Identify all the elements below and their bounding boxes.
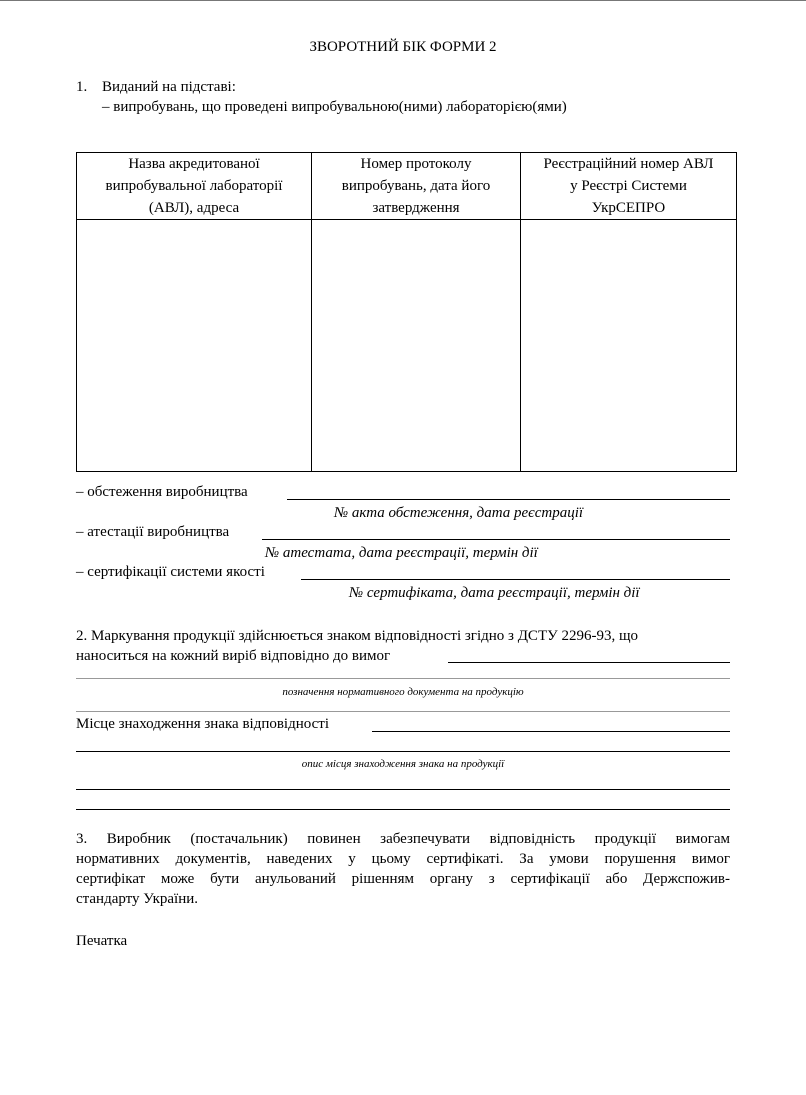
attestation-line[interactable] bbox=[262, 539, 730, 540]
quality-line[interactable] bbox=[301, 579, 730, 580]
survey-hint: № акта обстеження, дата реєстрації bbox=[334, 505, 584, 521]
top-border bbox=[0, 0, 806, 1]
section3-line4: стандарту України. bbox=[76, 891, 198, 907]
laboratories-table bbox=[76, 152, 737, 472]
location-label: Місце знаходження знака відповідності bbox=[76, 716, 330, 732]
section3-line3: сертифікат може бути анульований рішенням органу з сертифікації або Держспожив- bbox=[76, 871, 730, 887]
cell-lab-name[interactable] bbox=[77, 220, 312, 472]
section1-heading bbox=[76, 77, 236, 97]
quality-label: – сертифікації системи якості bbox=[76, 564, 265, 580]
cell-registration-number[interactable] bbox=[521, 220, 737, 472]
section2-line2: наноситься на кожний виріб відповідно до вимог bbox=[76, 648, 391, 664]
attestation-hint: № атестата, дата реєстрації, термін дії bbox=[265, 545, 538, 561]
survey-line[interactable] bbox=[287, 499, 730, 500]
normdoc-hint: позначення нормативного документа на продукцію bbox=[282, 686, 524, 698]
section3-line1: 3. Виробник (постачальник) повинен забезпечувати відповідність продукції вимогам bbox=[76, 831, 730, 847]
header-protocol-number: Номер протоколу випробувань, дата його затвердження bbox=[312, 153, 521, 220]
location-line-3[interactable] bbox=[76, 789, 730, 790]
section1-heading-text: Виданий на підставі: bbox=[102, 79, 236, 95]
section2-line1: 2. Маркування продукції здійснюється знаком відповідності згідно з ДСТУ 2296-93, що bbox=[76, 628, 639, 644]
cell-protocol-number[interactable] bbox=[312, 220, 521, 472]
location-line-4[interactable] bbox=[76, 809, 730, 810]
location-hint: опис місця знаходження знака на продукції bbox=[301, 758, 505, 770]
table-header-row bbox=[77, 153, 737, 220]
section1-number: 1. bbox=[76, 79, 88, 95]
table-row bbox=[77, 220, 737, 472]
section3-paragraph bbox=[76, 829, 730, 909]
quality-hint: № сертифіката, дата реєстрації, термін дії bbox=[349, 585, 640, 601]
normdoc-line-2[interactable] bbox=[76, 678, 730, 679]
location-line[interactable] bbox=[372, 731, 730, 732]
header-lab-name: Назва акредитованої випробувальної лабораторії (АВЛ), адреса bbox=[77, 153, 312, 220]
survey-label: – обстеження виробництва bbox=[76, 484, 248, 500]
stamp-label: Печатка bbox=[76, 933, 128, 949]
normdoc-line[interactable] bbox=[448, 662, 730, 663]
header-registration-number: Реєстраційний номер АВЛ у Реєстрі Системи УкрСЕПРО bbox=[521, 153, 737, 220]
normdoc-line-3[interactable] bbox=[76, 711, 730, 712]
location-line-2[interactable] bbox=[76, 751, 730, 752]
attestation-label: – атестації виробництва bbox=[76, 524, 230, 540]
section1-subheading: – випробувань, що проведені випробувальною(ними) лабораторією(ями) bbox=[102, 99, 567, 115]
form-title: ЗВОРОТНИЙ БІК ФОРМИ 2 bbox=[309, 39, 497, 55]
section3-line2: нормативних документів, наведених у цьому сертифікаті. За умови порушення вимог bbox=[76, 851, 730, 867]
